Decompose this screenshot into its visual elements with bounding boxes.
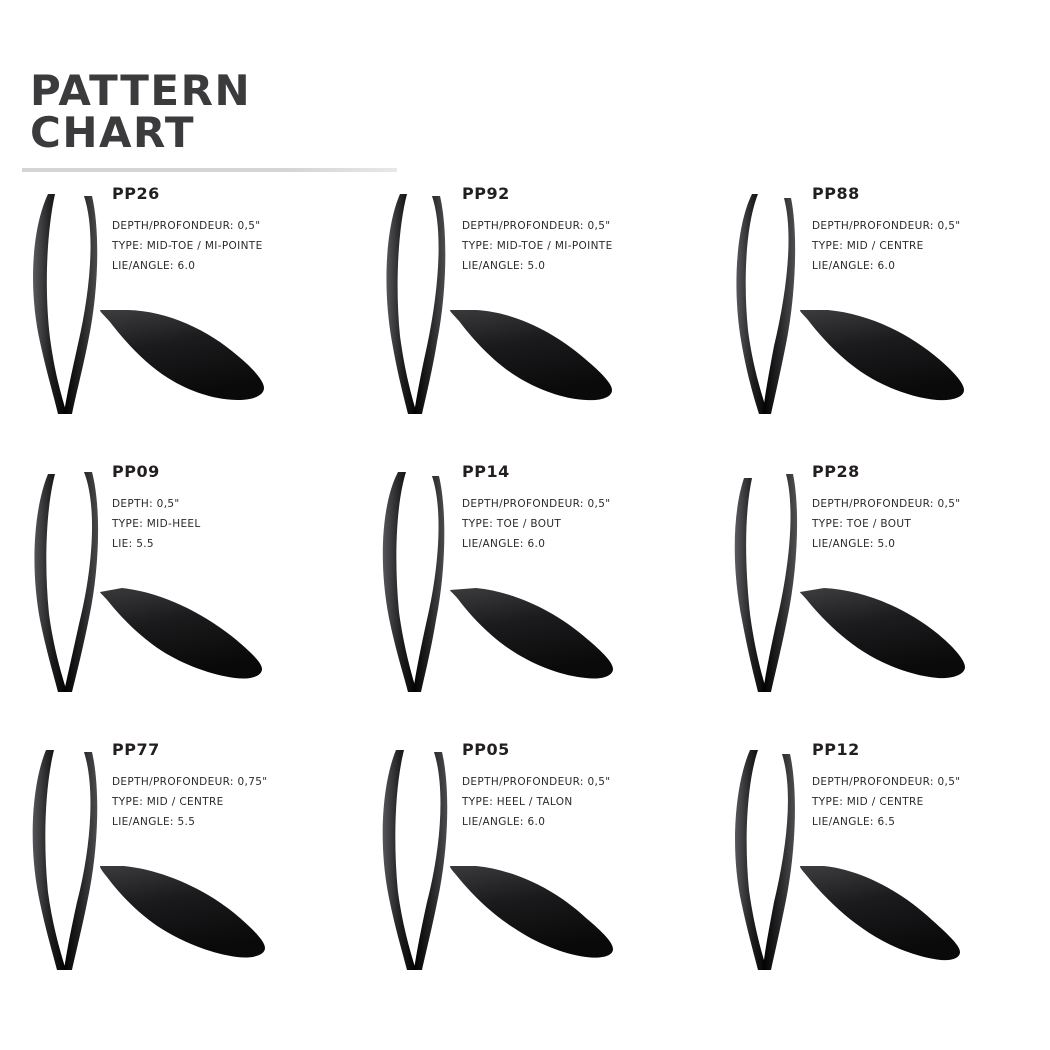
pattern-specs [112, 494, 201, 554]
blade-profile-pp26-icon [98, 308, 268, 418]
chart-header [22, 66, 402, 172]
spec-type: TYPE: MID / CENTRE [812, 240, 924, 252]
pattern-name: PP88 [812, 184, 860, 203]
pattern-specs [812, 216, 960, 276]
pattern-name: PP26 [112, 184, 160, 203]
spec-type: TYPE: MID / CENTRE [112, 796, 224, 808]
spec-type: TYPE: MID-TOE / MI-POINTE [462, 240, 613, 252]
pattern-cell[interactable] [0, 168, 350, 446]
spec-lie: LIE/ANGLE: 5.0 [462, 260, 546, 272]
pattern-name: PP77 [112, 740, 160, 759]
spec-depth: DEPTH/PROFONDEUR: 0,5" [462, 498, 611, 510]
pattern-specs [812, 772, 960, 832]
pattern-specs [112, 772, 267, 832]
pattern-name: PP92 [462, 184, 510, 203]
spec-lie: LIE: 5.5 [112, 538, 154, 550]
pattern-cell[interactable] [700, 446, 1050, 724]
pattern-cell[interactable] [700, 168, 1050, 446]
pattern-name: PP09 [112, 462, 160, 481]
pattern-cell[interactable] [0, 446, 350, 724]
spec-depth: DEPTH/PROFONDEUR: 0,5" [812, 776, 961, 788]
pattern-cell[interactable] [350, 724, 700, 1002]
pattern-cell[interactable] [350, 446, 700, 724]
pattern-specs [112, 216, 263, 276]
spec-depth: DEPTH/PROFONDEUR: 0,75" [112, 776, 268, 788]
pattern-specs [812, 494, 960, 554]
page-title: PATTERN CHART [30, 66, 252, 157]
spec-lie: LIE/ANGLE: 6.0 [462, 538, 546, 550]
spec-type: TYPE: TOE / BOUT [812, 518, 912, 530]
pattern-name: PP05 [462, 740, 510, 759]
spec-lie: LIE/ANGLE: 6.0 [462, 816, 546, 828]
spec-depth: DEPTH/PROFONDEUR: 0,5" [812, 498, 961, 510]
pattern-cell[interactable] [0, 724, 350, 1002]
spec-lie: LIE/ANGLE: 6.0 [112, 260, 196, 272]
blade-profile-pp14-icon [448, 586, 618, 696]
spec-lie: LIE/ANGLE: 6.5 [812, 816, 896, 828]
spec-depth: DEPTH: 0,5" [112, 498, 180, 510]
blade-profile-pp77-icon [98, 864, 268, 974]
spec-type: TYPE: HEEL / TALON [462, 796, 573, 808]
spec-type: TYPE: MID / CENTRE [812, 796, 924, 808]
blade-profile-pp88-icon [798, 308, 968, 418]
pattern-cell[interactable] [700, 724, 1050, 1002]
blade-profile-pp12-icon [798, 864, 968, 974]
spec-depth: DEPTH/PROFONDEUR: 0,5" [462, 776, 611, 788]
spec-lie: LIE/ANGLE: 5.5 [112, 816, 196, 828]
pattern-cell[interactable] [350, 168, 700, 446]
pattern-name: PP14 [462, 462, 510, 481]
blade-profile-pp92-icon [448, 308, 618, 418]
spec-type: TYPE: MID-TOE / MI-POINTE [112, 240, 263, 252]
spec-type: TYPE: MID-HEEL [112, 518, 201, 530]
blade-profile-pp09-icon [98, 586, 268, 696]
blade-profile-pp05-icon [448, 864, 618, 974]
pattern-specs [462, 494, 610, 554]
spec-type: TYPE: TOE / BOUT [462, 518, 562, 530]
pattern-name: PP12 [812, 740, 860, 759]
spec-depth: DEPTH/PROFONDEUR: 0,5" [462, 220, 611, 232]
pattern-specs [462, 772, 610, 832]
spec-lie: LIE/ANGLE: 5.0 [812, 538, 896, 550]
blade-profile-pp28-icon [798, 586, 968, 696]
spec-lie: LIE/ANGLE: 6.0 [812, 260, 896, 272]
spec-depth: DEPTH/PROFONDEUR: 0,5" [812, 220, 961, 232]
pattern-grid [0, 168, 1050, 1002]
pattern-name: PP28 [812, 462, 860, 481]
pattern-specs [462, 216, 613, 276]
spec-depth: DEPTH/PROFONDEUR: 0,5" [112, 220, 261, 232]
